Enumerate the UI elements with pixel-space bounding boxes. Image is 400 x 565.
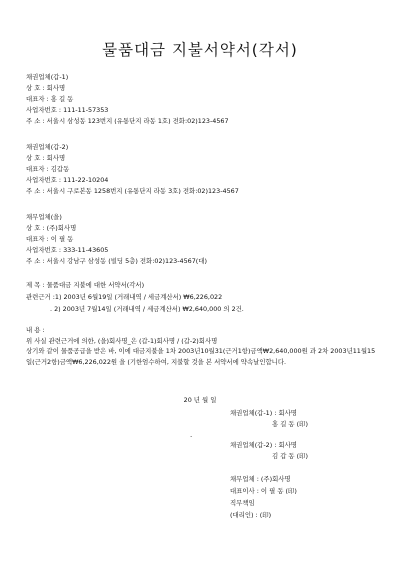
signature-debtor: 채무업체 : (주)회사명	[230, 475, 291, 483]
content-paragraph: 상기와 같이 물품공급을 받은 바, 이에 대금지불을 1차 2003년10월31(근거1항)금액₩2,640,000원 과 2차 2003년11월15일(근거2항)금액₩6,226,022원 을 (기한엄수하여, 지불할 것을 본 서약서에 약속날인합니다.	[26, 347, 376, 366]
signature-creditor1: 채권업체(갑-1) : 회사명	[230, 409, 297, 417]
creditor1-rep: 대표자 : 홍 길 동	[26, 95, 74, 103]
content-label: 내 용 :	[26, 326, 45, 334]
signature-creditor2-name: 김 갑 동 (印)	[272, 452, 308, 460]
basis-item-1: 관련근거 :1) 2003년 6월19일 (거래내역 / 세금계산서) ₩6,226,022	[26, 293, 223, 301]
signature-debtor-title: 직무책임	[230, 499, 255, 507]
creditor2-heading: 채권업체(갑-2)	[26, 143, 69, 151]
debtor-heading: 채무업체(을)	[26, 213, 62, 221]
debtor-company: 상 호 : (주)회사명	[26, 224, 77, 232]
basis-item-2: . 2) 2003년 7월14일 (거래내역 / 세금계산서) ₩2,640,000 의 2건.	[50, 305, 244, 313]
signature-debtor-rep: 대표이사 : 이 필 동 (印)	[230, 487, 297, 495]
debtor-address: 주 소 : 서울시 강남구 삼성동 (빌딩 5층) 전화:02)123-4567(대)	[26, 257, 207, 265]
creditor1-bizno: 사업자번호 : 111-11-57353	[26, 106, 109, 114]
signature-debtor-agent: (대리인) : (印)	[230, 511, 272, 519]
date-line: 20 년 월 일	[183, 396, 217, 404]
signature-creditor1-name: 홍 길 동 (印)	[272, 420, 308, 428]
creditor2-rep: 대표자 : 김갑동	[26, 165, 70, 173]
creditor1-company: 상 호 : 회사명	[26, 84, 66, 92]
creditor2-address: 주 소 : 서울시 구로본동 1258번지 (유통단지 라동 3호) 전화:02)123-4567	[26, 187, 239, 195]
content-line: 위 사실 관련근거에 의한, (을)회사명_은 (갑-1)회사명 / (갑-2)회사명	[26, 337, 218, 345]
debtor-bizno: 사업자번호 : 333-11-43605	[26, 246, 109, 254]
creditor1-heading: 채권업체(갑-1)	[26, 73, 69, 81]
subject-line: 제 목 : 물품대금 지불에 대한 서약서(각서)	[26, 281, 145, 289]
creditor2-bizno: 사업자번호 : 111-22-10204	[26, 176, 109, 184]
creditor2-company: 상 호 : 회사명	[26, 154, 66, 162]
stray-mark: ·	[190, 433, 193, 441]
debtor-rep: 대표자 : 이 필 동	[26, 235, 74, 243]
creditor1-address: 주 소 : 서울시 삼성동 123번지 (유통단지 라동 1호) 전화:02)123-4567	[26, 117, 229, 125]
signature-creditor2: 채권업체(갑-2) : 회사명	[230, 441, 297, 449]
document-title: 물품대금 지불서약서(각서)	[102, 41, 298, 59]
